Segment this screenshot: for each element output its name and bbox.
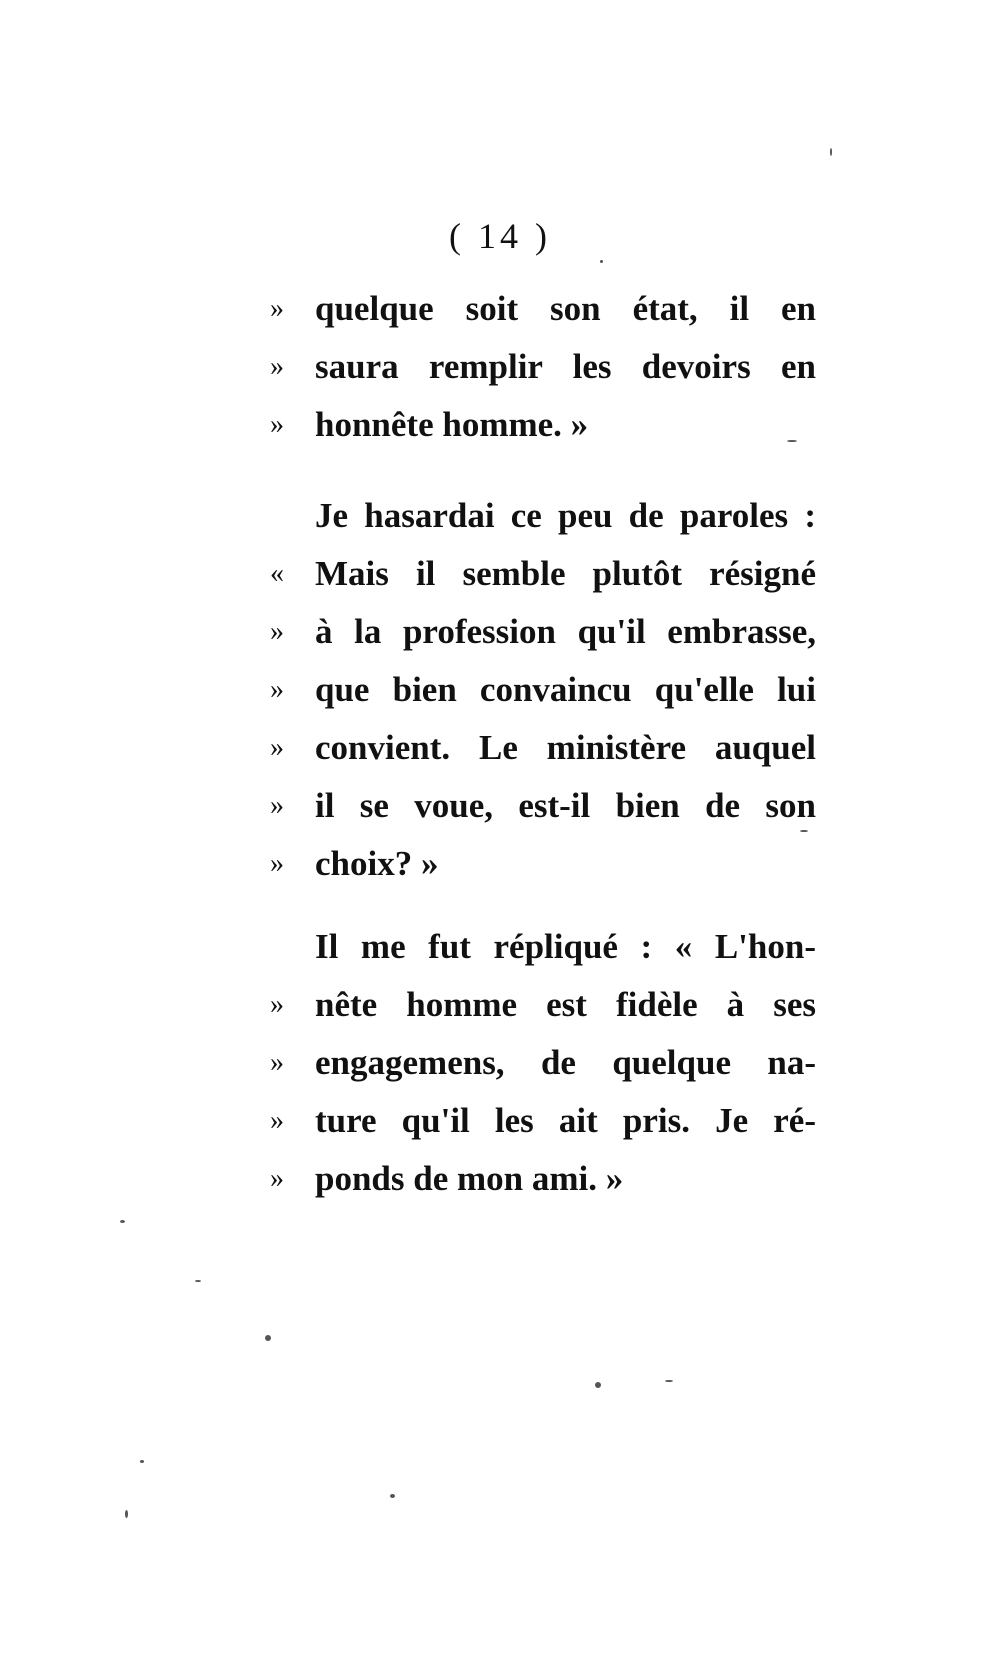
text-line [270, 719, 816, 777]
text-line [270, 545, 816, 603]
quote-mark: » [270, 790, 284, 821]
scan-speck [830, 148, 832, 156]
line-text: choix? » [315, 844, 439, 883]
scan-speck [600, 260, 603, 263]
line-text: Il me fut répliqué : « L'hon- [315, 927, 816, 966]
scan-speck [800, 830, 808, 832]
line-text: saura remplir les devoirs en [315, 347, 816, 386]
text-line [270, 976, 816, 1034]
text-line [270, 338, 816, 396]
text-line [270, 1150, 816, 1208]
quote-mark: » [270, 674, 284, 705]
line-text: que bien convaincu qu'elle lui [315, 670, 816, 709]
quote-mark: » [270, 989, 284, 1020]
text-line [270, 835, 816, 893]
quote-mark: » [270, 616, 284, 647]
line-text: Je hasardai ce peu de paroles : [315, 496, 816, 535]
scan-speck [665, 1380, 673, 1382]
text-line [270, 280, 816, 338]
page-number: ( 14 ) [449, 216, 551, 256]
text-line [270, 1034, 816, 1092]
text-line [270, 396, 816, 454]
line-text: quelque soit son état, il en [315, 289, 816, 328]
line-text: nête homme est fidèle à ses [315, 985, 816, 1024]
line-text: ture qu'il les ait pris. Je ré- [315, 1101, 816, 1140]
scan-speck [125, 1510, 128, 1518]
line-text: engagemens, de quelque na- [315, 1043, 816, 1082]
text-line [270, 487, 816, 545]
text-line [270, 603, 816, 661]
line-text: convient. Le ministère auquel [315, 728, 816, 767]
quote-mark: « [270, 558, 284, 589]
quote-mark: » [270, 1163, 284, 1194]
scan-speck [787, 440, 797, 442]
text-line [270, 661, 816, 719]
paragraph-1 [270, 280, 816, 454]
paragraph-2 [270, 487, 816, 893]
quote-mark: » [270, 409, 284, 440]
scan-speck [120, 1220, 125, 1223]
quote-mark: » [270, 351, 284, 382]
scan-speck [140, 1460, 144, 1463]
text-line [270, 1092, 816, 1150]
line-text: honnête homme. » [315, 405, 589, 444]
line-text: Mais il semble plutôt résigné [315, 554, 816, 593]
quote-mark: » [270, 732, 284, 763]
line-text: à la profession qu'il embrasse, [315, 612, 816, 651]
quote-mark: » [270, 293, 284, 324]
quote-mark: » [270, 848, 284, 879]
line-text: il se voue, est-il bien de son [315, 786, 816, 825]
text-line [270, 777, 816, 835]
scan-speck [195, 1280, 201, 1282]
quote-mark: » [270, 1105, 284, 1136]
scan-speck [265, 1335, 271, 1341]
quote-mark: » [270, 1047, 284, 1078]
text-line [270, 918, 816, 976]
paragraph-3 [270, 918, 816, 1208]
scan-speck [595, 1382, 601, 1388]
line-text: ponds de mon ami. » [315, 1159, 624, 1198]
scan-speck [390, 1494, 395, 1498]
